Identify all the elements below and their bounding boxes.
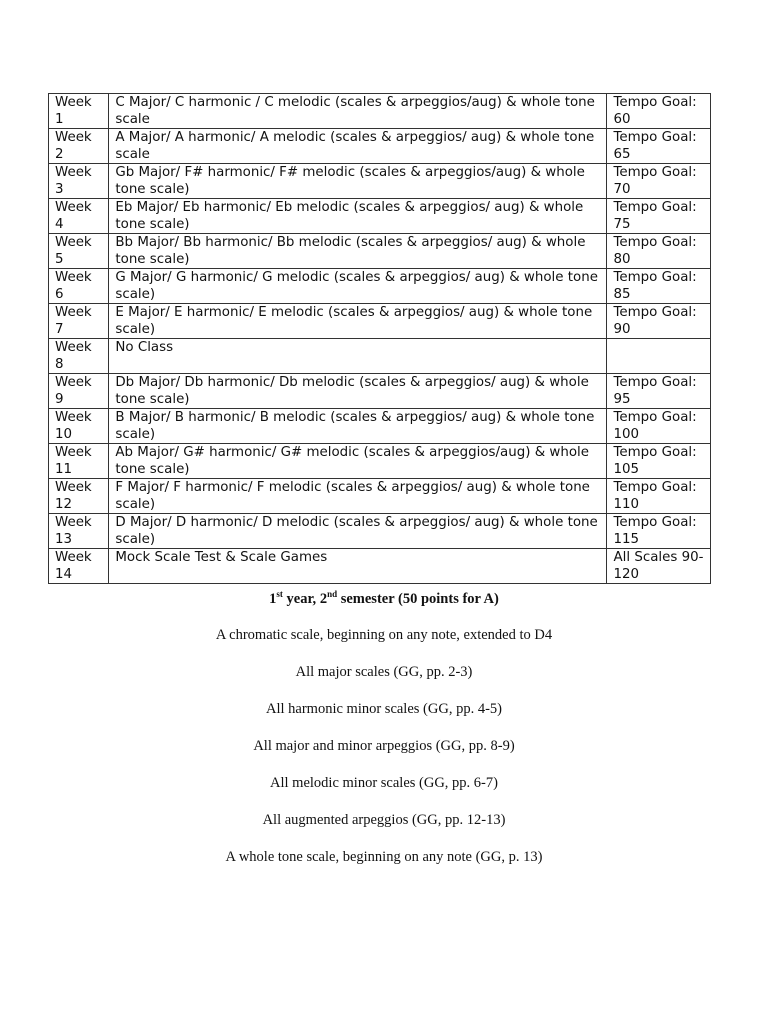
content-cell: B Major/ B harmonic/ B melodic (scales & arpeggios/ aug) & whole tone scale) (109, 409, 607, 444)
year-ordinal: st (276, 589, 283, 600)
week-cell: Week 8 (49, 339, 109, 374)
year-word: year, (282, 591, 320, 607)
schedule-body (49, 94, 711, 584)
tempo-cell: Tempo Goal: 80 (607, 234, 711, 269)
tempo-cell (607, 339, 711, 374)
tempo-cell: Tempo Goal: 65 (607, 129, 711, 164)
content-cell: C Major/ C harmonic / C melodic (scales & arpeggios/aug) & whole tone scale (109, 94, 607, 129)
weekly-schedule-table (48, 93, 711, 584)
requirement-item: A whole tone scale, beginning on any note (GG, p. 13) (225, 849, 543, 865)
tempo-cell: Tempo Goal: 85 (607, 269, 711, 304)
week-cell: Week 7 (49, 304, 109, 339)
week-cell: Week 6 (49, 269, 109, 304)
year-number: 1 (269, 591, 277, 607)
schedule-row (49, 234, 711, 269)
requirements-title (0, 590, 768, 608)
tempo-cell: Tempo Goal: 90 (607, 304, 711, 339)
schedule-row (49, 129, 711, 164)
schedule-row (49, 374, 711, 409)
requirement-item: All major scales (GG, pp. 2-3) (295, 664, 473, 680)
content-cell: Eb Major/ Eb harmonic/ Eb melodic (scales & arpeggios/ aug) & whole tone scale) (109, 199, 607, 234)
semester-requirements (0, 590, 768, 885)
week-cell: Week 5 (49, 234, 109, 269)
semester-ordinal: nd (327, 589, 338, 600)
tempo-cell: Tempo Goal: 95 (607, 374, 711, 409)
schedule-row (49, 409, 711, 444)
schedule-row (49, 199, 711, 234)
week-cell: Week 12 (49, 479, 109, 514)
content-cell: F Major/ F harmonic/ F melodic (scales & arpeggios/ aug) & whole tone scale) (109, 479, 607, 514)
content-cell: A Major/ A harmonic/ A melodic (scales & arpeggios/ aug) & whole tone scale (109, 129, 607, 164)
content-cell: Bb Major/ Bb harmonic/ Bb melodic (scales & arpeggios/ aug) & whole tone scale) (109, 234, 607, 269)
tempo-cell: Tempo Goal: 60 (607, 94, 711, 129)
requirement-item: All melodic minor scales (GG, pp. 6-7) (270, 775, 498, 791)
semester-number: 2 (319, 591, 328, 607)
week-cell: Week 1 (49, 94, 109, 129)
tempo-cell: Tempo Goal: 70 (607, 164, 711, 199)
schedule-row (49, 444, 711, 479)
week-cell: Week 10 (49, 409, 109, 444)
schedule-row (49, 164, 711, 199)
schedule-row (49, 339, 711, 374)
requirement-item: All harmonic minor scales (GG, pp. 4-5) (266, 701, 502, 717)
tempo-cell: All Scales 90-120 (607, 549, 711, 584)
week-cell: Week 4 (49, 199, 109, 234)
content-cell: Gb Major/ F# harmonic/ F# melodic (scales & arpeggios/aug) & whole tone scale) (109, 164, 607, 199)
schedule-row (49, 269, 711, 304)
requirement-item: A chromatic scale, beginning on any note, extended to D4 (215, 627, 553, 643)
week-cell: Week 2 (49, 129, 109, 164)
week-cell: Week 11 (49, 444, 109, 479)
semester-text: semester (50 points for A) (337, 591, 499, 607)
content-cell: E Major/ E harmonic/ E melodic (scales & arpeggios/ aug) & whole tone scale) (109, 304, 607, 339)
schedule-row (49, 94, 711, 129)
schedule-row (49, 479, 711, 514)
tempo-cell: Tempo Goal: 110 (607, 479, 711, 514)
content-cell: D Major/ D harmonic/ D melodic (scales & arpeggios/ aug) & whole tone scale) (109, 514, 607, 549)
requirement-item: All augmented arpeggios (GG, pp. 12-13) (262, 812, 506, 828)
tempo-cell: Tempo Goal: 105 (607, 444, 711, 479)
week-cell: Week 3 (49, 164, 109, 199)
schedule-row (49, 514, 711, 549)
tempo-cell: Tempo Goal: 75 (607, 199, 711, 234)
schedule-row (49, 304, 711, 339)
content-cell: No Class (109, 339, 607, 374)
schedule-row (49, 549, 711, 584)
requirement-item: All major and minor arpeggios (GG, pp. 8-9) (253, 738, 515, 754)
tempo-cell: Tempo Goal: 115 (607, 514, 711, 549)
content-cell: Ab Major/ G# harmonic/ G# melodic (scales & arpeggios/aug) & whole tone scale) (109, 444, 607, 479)
week-cell: Week 9 (49, 374, 109, 409)
week-cell: Week 14 (49, 549, 109, 584)
content-cell: G Major/ G harmonic/ G melodic (scales & arpeggios/ aug) & whole tone scale) (109, 269, 607, 304)
content-cell: Db Major/ Db harmonic/ Db melodic (scales & arpeggios/ aug) & whole tone scale) (109, 374, 607, 409)
content-cell: Mock Scale Test & Scale Games (109, 549, 607, 584)
week-cell: Week 13 (49, 514, 109, 549)
tempo-cell: Tempo Goal: 100 (607, 409, 711, 444)
